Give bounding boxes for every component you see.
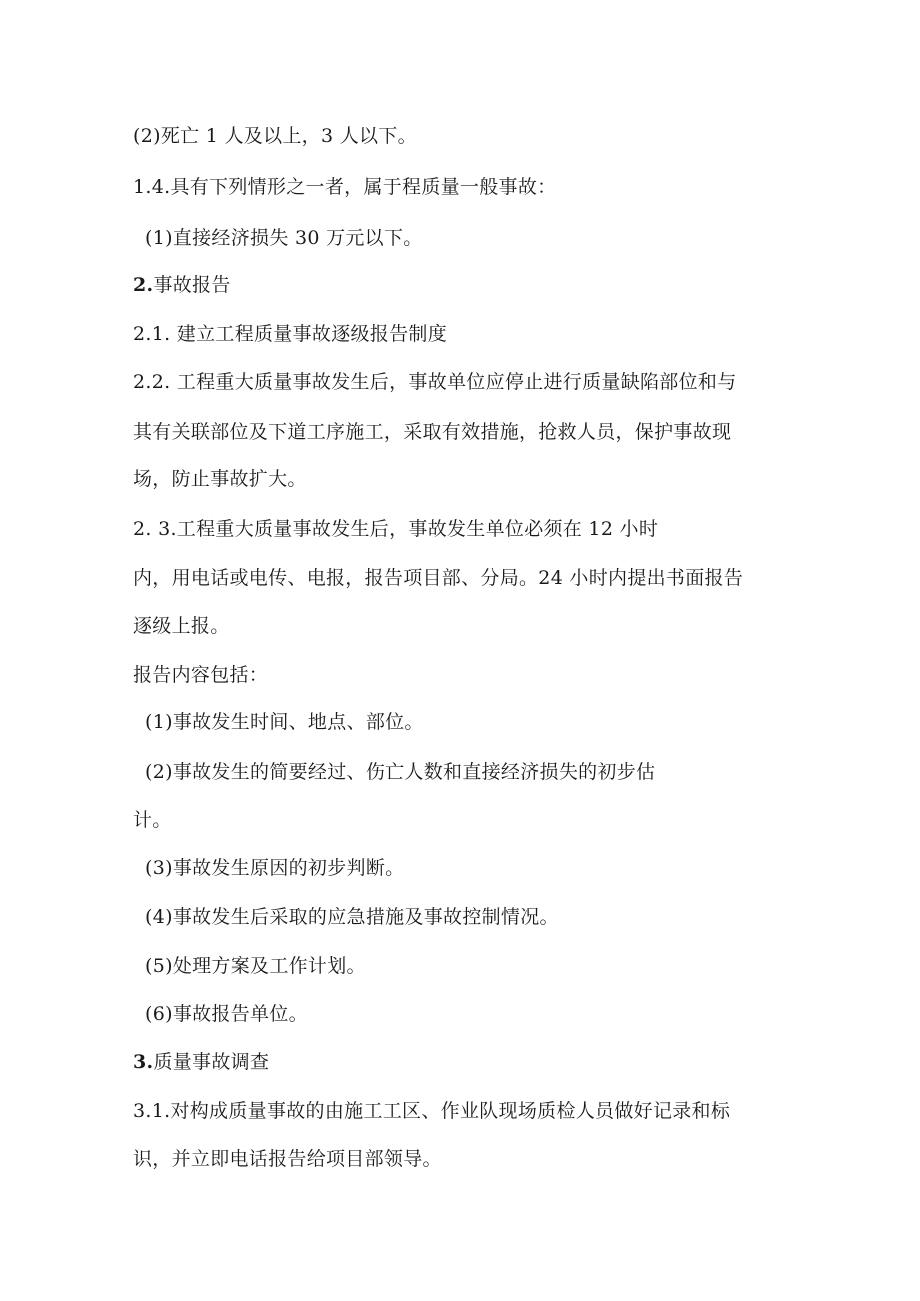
text-line: 报告内容包括： bbox=[133, 664, 269, 686]
text-line: 逐级上报。 bbox=[133, 615, 230, 637]
list-item bbox=[145, 710, 424, 734]
paragraph-line bbox=[133, 322, 447, 346]
text-line: 场，防止事故扩大。 bbox=[133, 468, 307, 490]
section-heading bbox=[133, 1050, 269, 1074]
list-item bbox=[145, 905, 559, 929]
text-line: 内，用电话或电传、电报，报告项目部、分局。24 小时内提出书面报告 bbox=[133, 567, 744, 589]
paragraph-line bbox=[145, 226, 423, 250]
list-item bbox=[145, 1002, 308, 1026]
section-title: 事故报告 bbox=[153, 274, 231, 296]
paragraph-line bbox=[133, 614, 230, 638]
paragraph-line bbox=[133, 808, 172, 832]
text-line: 识，并立即电话报告给项目部领导。 bbox=[133, 1148, 442, 1170]
text-line: 2.2. 工程重大质量事故发生后，事故单位应停止进行质量缺陷部位和与 bbox=[133, 371, 737, 393]
text-line: 其有关联部位及下道工序施工，采取有效措施，抢救人员，保护事故现 bbox=[133, 421, 732, 443]
text-line: (3)事故发生原因的初步判断。 bbox=[145, 857, 405, 879]
section-title: 质量事故调查 bbox=[153, 1051, 270, 1073]
paragraph-line bbox=[133, 1099, 730, 1123]
section-number: 2. bbox=[133, 274, 154, 296]
paragraph-line bbox=[133, 467, 307, 491]
text-line: (4)事故发生后采取的应急措施及事故控制情况。 bbox=[145, 906, 559, 928]
text-line: 2. 3.工程重大质量事故发生后，事故发生单位必须在 12 小时 bbox=[133, 518, 659, 540]
paragraph-line bbox=[133, 566, 743, 590]
text-line: 1.4.具有下列情形之一者，属于程质量一般事故： bbox=[133, 176, 557, 198]
text-line: (6)事故报告单位。 bbox=[145, 1003, 308, 1025]
list-item bbox=[145, 856, 404, 880]
paragraph-line bbox=[133, 517, 658, 541]
text-line: (2)死亡 1 人及以上，3 人以下。 bbox=[133, 125, 417, 147]
text-line: 计。 bbox=[133, 809, 172, 831]
text-line: (1)直接经济损失 30 万元以下。 bbox=[145, 227, 423, 249]
paragraph-line bbox=[133, 663, 268, 687]
list-item bbox=[145, 760, 655, 784]
paragraph-line bbox=[133, 1147, 442, 1171]
paragraph-line bbox=[133, 175, 556, 199]
section-heading bbox=[133, 273, 231, 297]
text-line: (5)处理方案及工作计划。 bbox=[145, 955, 366, 977]
section-number: 3. bbox=[133, 1051, 154, 1073]
paragraph-line bbox=[133, 420, 731, 444]
text-line: (2)事故发生的简要经过、伤亡人数和直接经济损失的初步估 bbox=[145, 761, 656, 783]
paragraph-line bbox=[133, 370, 737, 394]
text-line: (1)事故发生时间、地点、部位。 bbox=[145, 711, 424, 733]
text-line: 2.1. 建立工程质量事故逐级报告制度 bbox=[133, 323, 447, 345]
paragraph-line bbox=[133, 124, 417, 148]
text-line: 3.1.对构成质量事故的由施工工区、作业队现场质检人员做好记录和标 bbox=[133, 1100, 731, 1122]
list-item bbox=[145, 954, 366, 978]
